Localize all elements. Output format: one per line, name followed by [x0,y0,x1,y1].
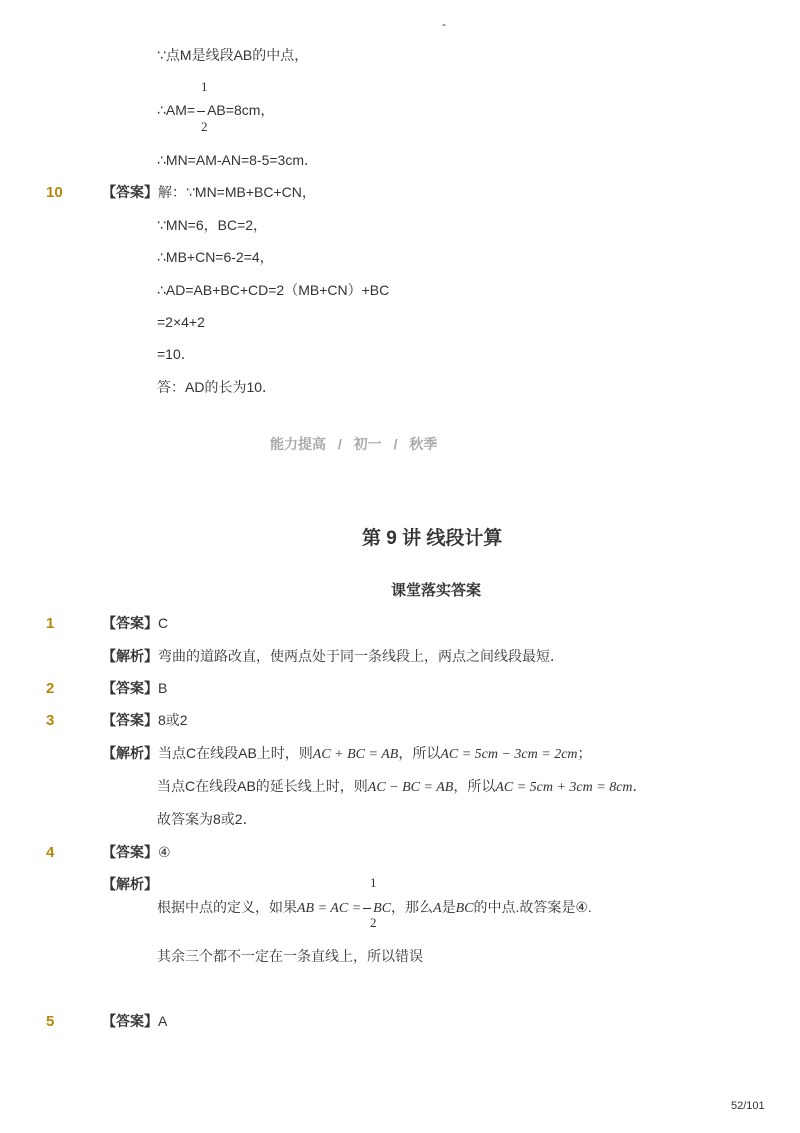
explanation-text: 是 [441,899,456,915]
question-number: 1 [46,615,55,632]
solution-line: ∴AD=AB+BC+CD=2（MB+CN）+BC [157,282,390,298]
math-expression: AC + BC = AB [312,747,399,762]
page-number: 52/101 [731,1100,765,1112]
explanation-text: ； [577,745,592,761]
math-expression: AC = 5cm + 3cm = 8cm [495,780,633,795]
prev-line-1: ∵点M是线段AB的中点， [157,47,309,63]
fraction-numerator: 1 [201,79,208,94]
answer-line [102,1014,167,1028]
answer-tag: 【答案】 [102,615,158,631]
answer-line [102,681,167,695]
lecture-title: 第 9 讲 线段计算 [362,528,503,549]
math-expression: BC [373,901,392,916]
explanation-line [157,900,592,916]
question-number: 5 [46,1013,55,1030]
explanation-line [102,649,564,663]
answer-text: 8或2 [158,712,188,728]
solution-line: =10． [157,346,195,362]
prev-line-2-a: ∴AM= [157,102,196,118]
separator: / [337,436,342,452]
solution-line: 答：AD的长为10． [157,379,277,395]
answer-text: A [158,1013,168,1029]
fraction-bar [363,908,371,909]
course-footer [270,437,437,451]
question-number: 2 [46,680,55,697]
answer-line [102,185,316,199]
top-mark: - [442,17,446,31]
explanation-text: ，所以 [398,745,441,761]
answer-tag: 【答案】 [102,712,158,728]
explanation-tag-line [102,877,158,891]
course-level: 能力提高 [270,436,326,452]
answer-tag: 【答案】 [102,1013,158,1029]
explanation-text: ，所以 [453,778,496,794]
math-expression: AC − BC = AB [367,780,454,795]
explanation-line [102,746,592,762]
explanation-text: ，那么 [391,899,434,915]
answer-text: C [158,615,169,631]
math-expression: AC = 5cm − 3cm = 2cm [440,747,578,762]
fraction-denominator: 2 [201,119,208,134]
prev-line-3: ∴MN=AM-AN=8-5=3cm． [157,152,318,168]
answer-text: ④ [158,844,171,860]
section-subtitle: 课堂落实答案 [391,582,482,599]
prev-line-2 [157,103,274,117]
explanation-line: 故答案为8或2． [157,811,257,827]
explanation-text: 当点C在线段AB上时，则 [158,745,313,761]
answer-text: B [158,680,168,696]
math-expression: BC [455,901,474,916]
course-grade: 初一 [353,436,382,452]
question-number: 3 [46,712,55,729]
explanation-tag: 【解析】 [102,648,158,664]
answer-tag: 【答案】 [102,844,158,860]
explanation-text: 根据中点的定义，如果 [157,899,297,915]
fraction-numerator: 1 [370,875,377,890]
math-expression: AB = AC = [297,901,362,916]
answer-line [102,845,171,859]
solution-line: =2×4+2 [157,314,205,330]
question-number: 10 [46,184,63,201]
question-number: 4 [46,844,55,861]
fraction-bar [197,111,205,112]
explanation-line: 其余三个都不一定在一条直线上，所以错误 [157,948,423,964]
fraction-denominator: 2 [370,915,377,930]
answer-tag: 【答案】 [102,184,158,200]
solution-line: ∵MN=6，BC=2， [157,217,268,233]
answer-tag: 【答案】 [102,680,158,696]
math-expression: A [433,901,442,916]
explanation-tag: 【解析】 [102,745,158,761]
explanation-line [157,779,647,795]
answer-line [102,616,168,630]
explanation-text: 的中点.故答案是④. [473,899,592,915]
answer-line [102,713,188,727]
explanation-text: 弯曲的道路改直，使两点处于同一条线段上，两点之间线段最短． [158,648,564,664]
explanation-text: 当点C在线段AB的延长线上时，则 [157,778,368,794]
explanation-text: ． [632,778,647,794]
course-season: 秋季 [409,436,438,452]
prev-line-2-b: AB=8cm， [207,102,275,118]
explanation-tag: 【解析】 [102,876,158,892]
solution-line: ∴MB+CN=6-2=4， [157,249,274,265]
separator: / [393,436,398,452]
answer-text: 解：∵MN=MB+BC+CN， [158,184,316,200]
